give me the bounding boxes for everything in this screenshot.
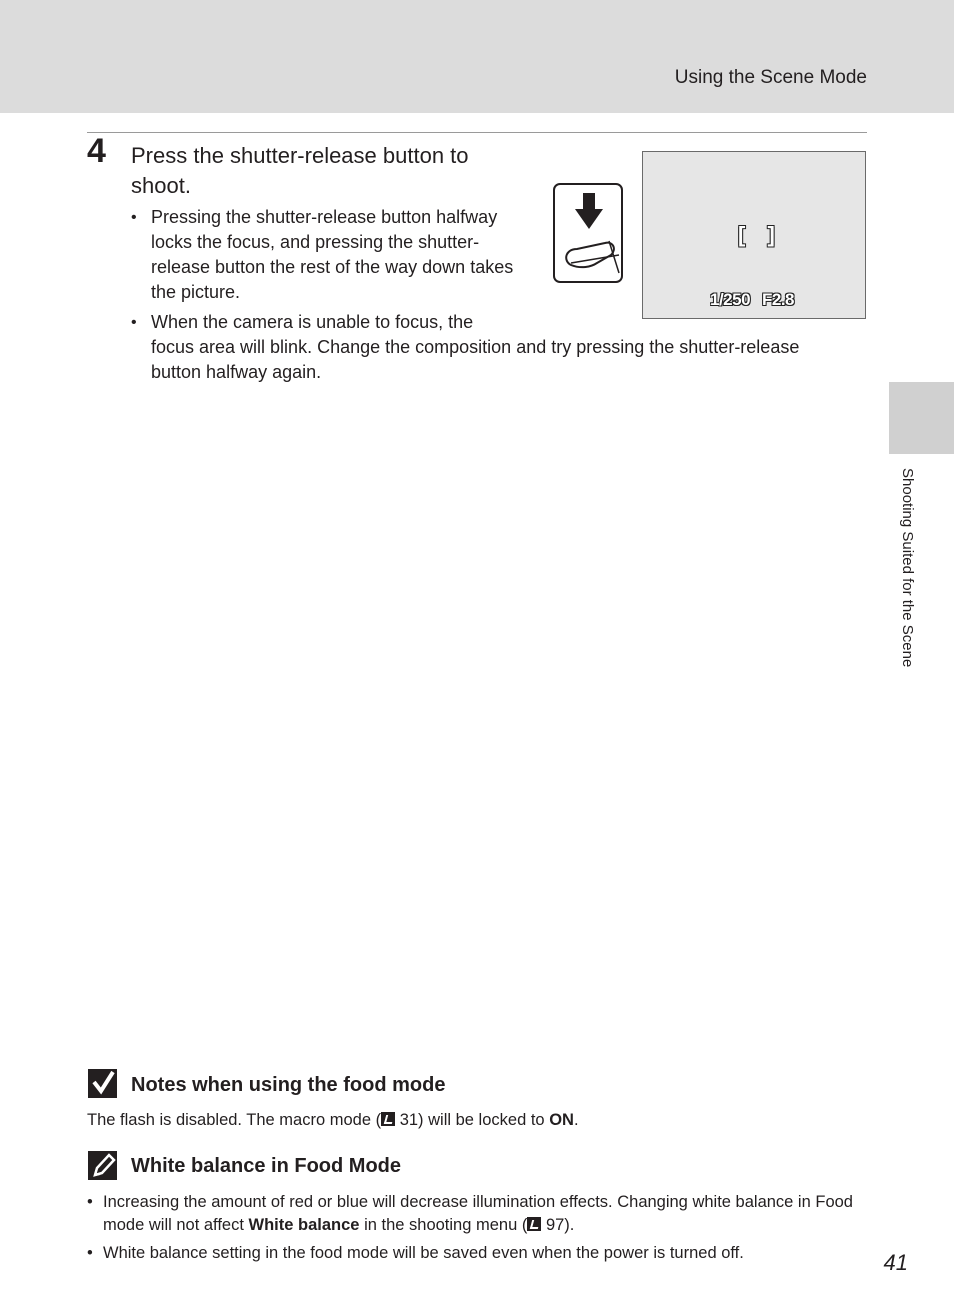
chapter-label: Shooting Suited for the Scene	[899, 468, 916, 668]
note-text: .	[573, 1111, 579, 1129]
step-bullet	[131, 205, 531, 305]
bullet-icon: •	[87, 1193, 93, 1211]
page-reference: 97	[545, 1216, 565, 1234]
reference-icon	[381, 1112, 395, 1126]
note-heading: Notes when using the food mode	[131, 1074, 446, 1096]
note-heading: White balance in Food Mode	[131, 1155, 401, 1177]
note-bullet	[87, 1191, 877, 1237]
reference-icon	[527, 1217, 541, 1231]
note-bullet-text	[87, 1191, 877, 1237]
chapter-tab	[889, 382, 954, 454]
note-text: ).	[564, 1216, 575, 1234]
aperture-value: F2.8	[762, 290, 795, 309]
note-bullet	[87, 1242, 877, 1265]
shutter-press-icon	[553, 183, 623, 283]
page-reference: 31	[399, 1111, 419, 1129]
bullet-icon: •	[131, 209, 137, 226]
bullet-icon: •	[87, 1244, 93, 1262]
bullet-icon: •	[131, 314, 137, 331]
camera-monitor	[642, 151, 866, 319]
step-bullet-text: Pressing the shutter-release button halfway locks the focus, and pressing the shutter-release button the rest of the way down takes the picture.	[151, 207, 514, 302]
divider	[87, 132, 867, 133]
step-heading: Press the shutter-release button to shoot.	[131, 143, 469, 198]
setting-value: ON	[549, 1111, 574, 1129]
note-body	[87, 1109, 867, 1132]
step-bullet-text: When the camera is unable to focus, the	[151, 312, 474, 332]
note-text: in the shooting menu (	[359, 1216, 528, 1234]
focus-area: [ ]	[738, 222, 783, 247]
page-number: 41	[883, 1250, 908, 1275]
header-band	[0, 0, 954, 113]
step-bullet-text-continued: focus area will blink. Change the composition and try pressing the shutter-release button halfway again.	[151, 337, 800, 382]
check-mark-icon	[87, 1068, 119, 1100]
section-title: Using the Scene Mode	[674, 67, 867, 88]
note-text: Increasing the amount of red or blue will decrease illumination effects. Changing white balance in Food mode will not affect	[103, 1193, 853, 1234]
note-bullet-text: White balance setting in the food mode will be saved even when the power is turned off.	[103, 1244, 744, 1262]
pencil-icon	[87, 1150, 119, 1182]
step-bullet	[131, 310, 851, 385]
shutter-speed: 1/250	[710, 290, 751, 309]
setting-name: White balance	[248, 1216, 360, 1234]
note-text: ) will be locked to	[418, 1111, 550, 1129]
step-number: 4	[87, 132, 106, 170]
note-text: The flash is disabled. The macro mode (	[87, 1111, 382, 1129]
